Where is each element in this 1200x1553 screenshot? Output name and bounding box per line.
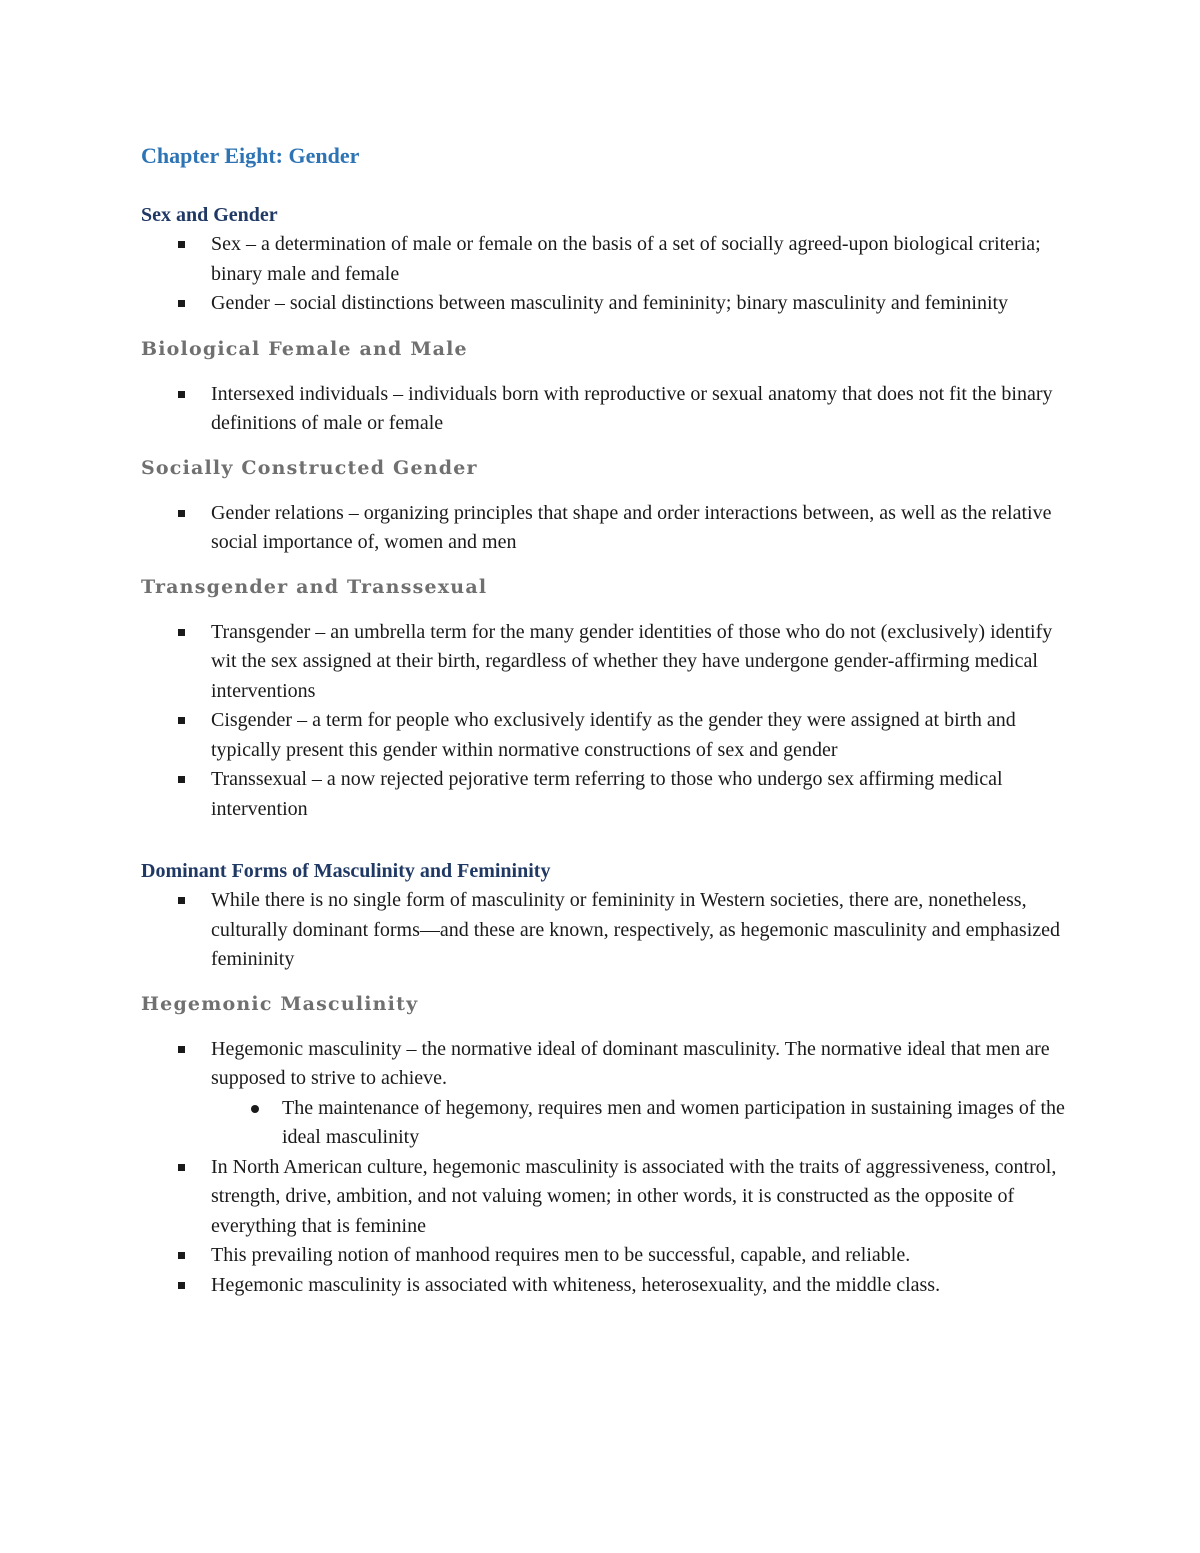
section-heading-hegemonic: Hegemonic Masculinity xyxy=(141,992,419,1015)
section-heading-transgender: Transgender and Transsexual xyxy=(141,575,488,598)
list-item: While there is no single form of masculinity or femininity in Western societies, there are, nonetheless, culturally dominant forms—and these are known, respectively, as hegemonic masculinity and emphasized femininity xyxy=(141,886,1071,975)
list-item: Hegemonic masculinity is associated with whiteness, heterosexuality, and the middle class. xyxy=(141,1271,1071,1301)
section-heading-sex-and-gender: Sex and Gender xyxy=(141,204,278,226)
bullet-list xyxy=(141,230,1071,319)
bullet-list xyxy=(141,1035,1071,1301)
section-heading-socially-constructed: Socially Constructed Gender xyxy=(141,456,478,479)
section-heading-dominant-forms: Dominant Forms of Masculinity and Femininity xyxy=(141,860,551,882)
list-item: Hegemonic masculinity – the normative ideal of dominant masculinity. The normative ideal that men are supposed to strive to achieve. The maintenance of hegemony, requires men and women participation in sustaining images of the ideal masculinity xyxy=(141,1035,1071,1153)
round-bullet-icon xyxy=(251,1105,259,1113)
list-item: This prevailing notion of manhood requires men to be successful, capable, and reliable. xyxy=(141,1241,1071,1271)
sub-bullet-list xyxy=(211,1094,1071,1153)
list-item: Intersexed individuals – individuals born with reproductive or sexual anatomy that does not fit the binary definitions of male or female xyxy=(141,380,1071,439)
list-item: In North American culture, hegemonic masculinity is associated with the traits of aggressiveness, control, strength, drive, ambition, and not valuing women; in other words, it is constructed as the opposite of everything that is feminine xyxy=(141,1153,1071,1242)
square-bullet-icon xyxy=(178,391,185,398)
square-bullet-icon xyxy=(178,776,185,783)
square-bullet-icon xyxy=(178,1164,185,1171)
square-bullet-icon xyxy=(178,300,185,307)
bullet-list xyxy=(141,499,1071,558)
list-item: Transsexual – a now rejected pejorative term referring to those who undergo sex affirming medical intervention xyxy=(141,765,1071,824)
bullet-list xyxy=(141,380,1071,439)
square-bullet-icon xyxy=(178,897,185,904)
square-bullet-icon xyxy=(178,1282,185,1289)
bullet-list xyxy=(141,886,1071,975)
list-item: Sex – a determination of male or female on the basis of a set of socially agreed-upon biological criteria; binary male and female xyxy=(141,230,1071,289)
section-heading-biological: Biological Female and Male xyxy=(141,337,468,360)
document-page xyxy=(141,138,1071,1300)
sub-list-item: The maintenance of hegemony, requires men and women participation in sustaining images of the ideal masculinity xyxy=(211,1094,1071,1153)
square-bullet-icon xyxy=(178,1252,185,1259)
list-item: Gender relations – organizing principles that shape and order interactions between, as well as the relative social importance of, women and men xyxy=(141,499,1071,558)
list-item: Transgender – an umbrella term for the many gender identities of those who do not (exclusively) identify wit the sex assigned at their birth, regardless of whether they have undergone gender-affirming medical interventions xyxy=(141,618,1071,707)
page-title: Chapter Eight: Gender xyxy=(141,143,360,168)
list-item: Gender – social distinctions between masculinity and femininity; binary masculinity and femininity xyxy=(141,289,1071,319)
square-bullet-icon xyxy=(178,629,185,636)
square-bullet-icon xyxy=(178,1046,185,1053)
square-bullet-icon xyxy=(178,241,185,248)
bullet-list xyxy=(141,618,1071,825)
list-item: Cisgender – a term for people who exclusively identify as the gender they were assigned at birth and typically present this gender within normative constructions of sex and gender xyxy=(141,706,1071,765)
square-bullet-icon xyxy=(178,510,185,517)
square-bullet-icon xyxy=(178,717,185,724)
